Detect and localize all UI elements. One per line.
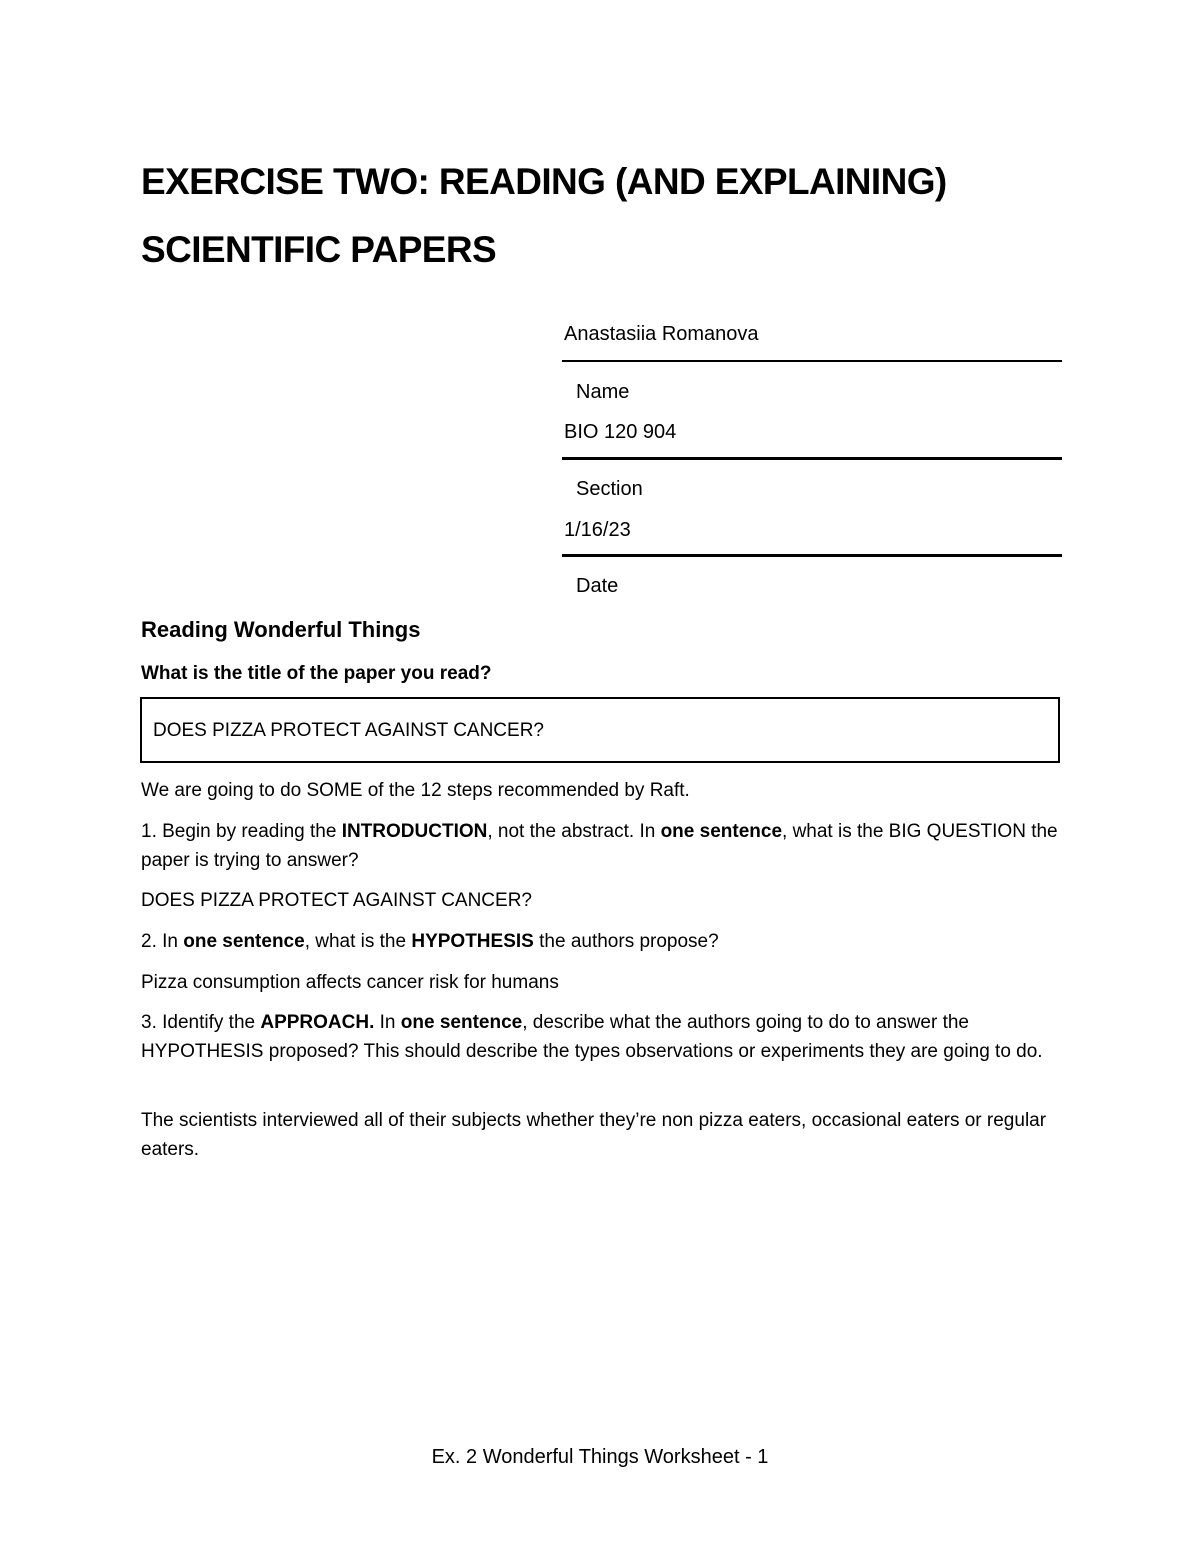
question-3-text-c: , describe what the authors going to do to answer the HYPOTHESIS proposed? This should describe the types observations or experiments they are going to do. [141, 1012, 1043, 1062]
name-rule [562, 360, 1062, 362]
section-rule [562, 457, 1062, 460]
answer-2[interactable]: Pizza consumption affects cancer risk for humans [141, 972, 559, 993]
intro-text: We are going to do SOME of the 12 steps recommended by Raft. [141, 780, 690, 801]
title-line-1: EXERCISE TWO: READING (AND EXPLAINING) [141, 161, 947, 202]
question-2-bold-b: HYPOTHESIS [411, 931, 534, 952]
question-2 [141, 927, 1061, 956]
question-3-text-a: 3. Identify the [141, 1012, 261, 1033]
question-3 [141, 1008, 1061, 1066]
question-1-bold-a: INTRODUCTION [341, 821, 488, 842]
section-value[interactable]: BIO 120 904 [564, 421, 677, 443]
answer-1[interactable]: DOES PIZZA PROTECT AGAINST CANCER? [141, 890, 532, 911]
section-label: Section [576, 478, 643, 500]
title-line-2: SCIENTIFIC PAPERS [141, 229, 497, 270]
question-1-text-a: 1. Begin by reading the [141, 821, 342, 842]
date-label: Date [576, 575, 619, 597]
question-1-text-b: , not the abstract. In [487, 821, 661, 842]
question-3-bold-b: one sentence [400, 1012, 523, 1033]
name-value[interactable]: Anastasiia Romanova [564, 323, 759, 345]
question-3-text-b: In [374, 1012, 401, 1033]
question-2-text-a: 2. In [141, 931, 184, 952]
name-label: Name [576, 381, 630, 403]
date-rule [562, 554, 1062, 557]
page-footer: Ex. 2 Wonderful Things Worksheet - 1 [431, 1446, 769, 1468]
date-value[interactable]: 1/16/23 [564, 519, 631, 541]
question-2-text-b: , what is the [304, 931, 412, 952]
section-heading: Reading Wonderful Things [141, 617, 421, 642]
question-3-bold-a: APPROACH. [260, 1012, 375, 1033]
question-2-bold-a: one sentence [183, 931, 305, 952]
answer-3[interactable]: The scientists interviewed all of their subjects whether they’re non pizza eaters, occasional eaters or regular eaters. [141, 1110, 1047, 1160]
question-2-text-c: the authors propose? [533, 931, 719, 952]
question-1-bold-b: one sentence [660, 821, 783, 842]
question-1 [141, 817, 1061, 875]
title-answer: DOES PIZZA PROTECT AGAINST CANCER? [153, 720, 544, 741]
page-title [141, 148, 1101, 284]
title-answer-box[interactable] [140, 697, 1060, 763]
title-question: What is the title of the paper you read? [141, 663, 492, 684]
question-1-text-c: , what is the BIG QUESTION the paper is trying to answer? [141, 821, 1058, 871]
